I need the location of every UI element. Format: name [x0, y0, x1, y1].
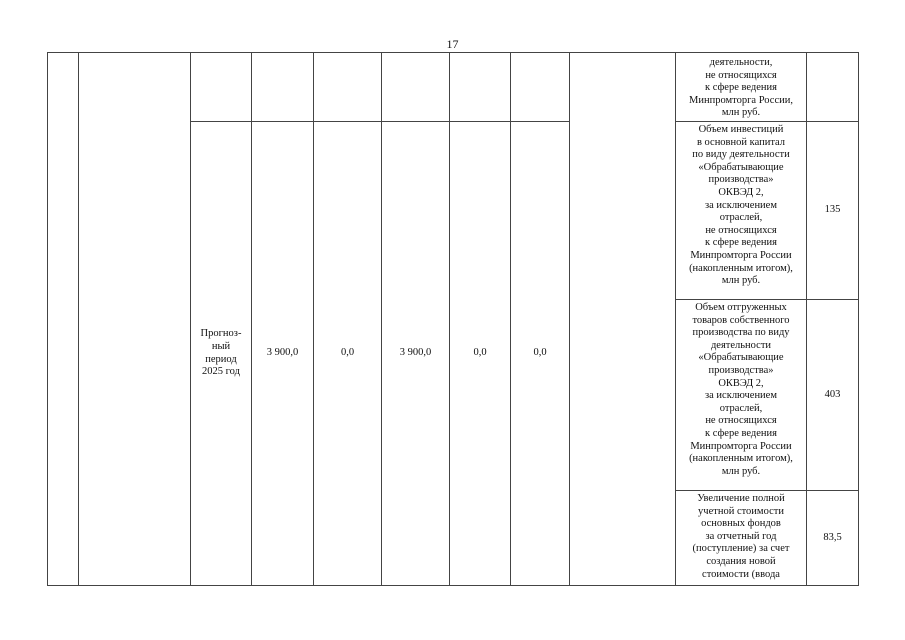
indicator-name: Увеличение полной учетной стоимости основных фондов за отчетный год (поступление) за счет создания новой стоимости (ввода [676, 491, 807, 586]
period-label: Прогноз- ный период 2025 год [191, 122, 252, 586]
indicator-value [807, 53, 859, 122]
amount-cell: 3 900,0 [252, 122, 314, 586]
amount-cell: 0,0 [511, 122, 570, 586]
empty-cell [48, 53, 79, 586]
indicator-value: 403 [807, 300, 859, 491]
empty-cell [450, 53, 511, 122]
indicator-name: Объем инвестиций в основной капитал по виду деятельности «Обрабатывающие производства» ОКВЭД 2, за исключением отраслей, не относящихся к сфере ведения Минпромторга России (накопленным итогом), млн руб. [676, 122, 807, 300]
empty-cell [314, 53, 382, 122]
empty-cell [570, 53, 676, 586]
empty-cell [252, 53, 314, 122]
empty-cell [382, 53, 450, 122]
amount-cell: 3 900,0 [382, 122, 450, 586]
program-table [47, 52, 859, 586]
empty-cell [191, 53, 252, 122]
indicator-name: Объем отгруженных товаров собственного производства по виду деятельности «Обрабатывающие производства» ОКВЭД 2, за исключением отраслей, не относящихся к сфере ведения Минпромторга России (накопленным итогом), млн руб. [676, 300, 807, 491]
empty-cell [511, 53, 570, 122]
amount-cell: 0,0 [314, 122, 382, 586]
empty-cell [79, 53, 191, 586]
table-row [48, 53, 859, 122]
amount-cell: 0,0 [450, 122, 511, 586]
indicator-value: 135 [807, 122, 859, 300]
indicator-value: 83,5 [807, 491, 859, 586]
page-number: 17 [446, 37, 459, 51]
indicator-name: деятельности, не относящихся к сфере ведения Минпромторга России, млн руб. [676, 53, 807, 122]
